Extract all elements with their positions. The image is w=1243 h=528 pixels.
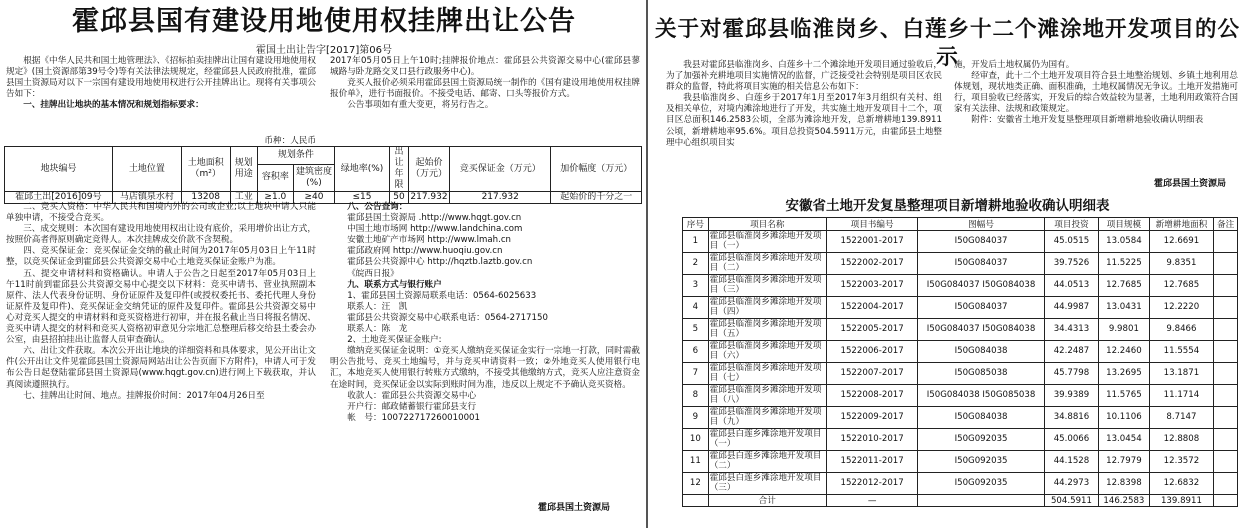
cell-usage: 工业 bbox=[230, 192, 257, 204]
notice-sections-right bbox=[330, 202, 640, 424]
bidding-form-note: 竞买人报价必须采用霍邱县国土资源局统一制作的《国有建设用地使用权挂牌报价单》，进行书面报价。不接受电话、邮寄、口头等报价方式。 bbox=[330, 78, 640, 100]
cell-scale: 9.9801 bbox=[1099, 319, 1149, 341]
cell-investment: 42.2487 bbox=[1044, 341, 1098, 363]
cell-scale: 12.2460 bbox=[1099, 341, 1149, 363]
notice-sections-left bbox=[6, 202, 316, 402]
th-seq: 序号 bbox=[683, 218, 709, 231]
cell-project-name: 霍邱县临淮岗乡滩涂地开发项目（九） bbox=[708, 407, 826, 429]
cell-new-farmland: 12.6832 bbox=[1149, 473, 1214, 495]
cell-investment: 44.9987 bbox=[1044, 297, 1098, 319]
th-map-no: 图幅号 bbox=[918, 218, 1044, 231]
cell-location: 马店镇泉水村 bbox=[112, 192, 181, 204]
cell-investment: 39.7526 bbox=[1044, 253, 1098, 275]
cell-new-farmland: 11.1714 bbox=[1149, 385, 1214, 407]
table-row bbox=[683, 319, 1238, 341]
cell-remark bbox=[1214, 253, 1238, 275]
cell-project-no: 1522003-2017 bbox=[826, 275, 917, 297]
th-project-no: 项目书编号 bbox=[826, 218, 917, 231]
cell-project-no: 1522006-2017 bbox=[826, 341, 917, 363]
cell-remark bbox=[1214, 231, 1238, 253]
publicity-p4: 经审查，此十二个土地开发项目符合县土地整治规划、乡镇土地利用总体规划，现状地类正确、面积准确，土地权属情况无争议。土地开发措施可行，项目验收已经落实，开发后的综合效益较为显著，土地利用政策符合国家有关法律、法规和政策规定。 bbox=[954, 71, 1238, 115]
cell-new-farmland: 12.6691 bbox=[1149, 231, 1214, 253]
section-7: 七、挂牌出让时间、地点。挂牌报价时间：2017年04月26日至 bbox=[23, 390, 265, 401]
cell-seq: 10 bbox=[683, 429, 709, 451]
section-9-heading: 九、联系方式与银行账户 bbox=[347, 279, 442, 290]
land-development-publicity bbox=[652, 0, 1243, 528]
total-scale: 146.2583 bbox=[1099, 495, 1149, 507]
th-increment: 加价幅度（万元） bbox=[551, 147, 642, 192]
cell-map-no: I50G084038 bbox=[918, 407, 1044, 429]
contact-2-person: 联系人：陈 龙 bbox=[347, 324, 408, 335]
section-1-heading: 一、挂牌出让地块的基本情况和规划指标要求： bbox=[23, 100, 204, 111]
cell-scale: 12.7685 bbox=[1099, 275, 1149, 297]
cell-remark bbox=[1214, 297, 1238, 319]
cell-project-no: 1522005-2017 bbox=[826, 319, 917, 341]
cell-seq: 4 bbox=[683, 297, 709, 319]
cell-remark bbox=[1214, 341, 1238, 363]
th-plot-ratio: 容积率 bbox=[257, 164, 293, 191]
cell-new-farmland: 9.8351 bbox=[1149, 253, 1214, 275]
detail-table-body bbox=[683, 231, 1238, 495]
cell-map-no: I50G092035 bbox=[918, 451, 1044, 473]
table-row bbox=[683, 473, 1238, 495]
cell-seq: 6 bbox=[683, 341, 709, 363]
th-location: 土地位置 bbox=[112, 147, 181, 192]
cell-project-no: 1522008-2017 bbox=[826, 385, 917, 407]
bank-title: 2、土地竞买保证金账户: bbox=[347, 335, 442, 346]
cell-map-no: I50G084037 I50G084038 bbox=[918, 319, 1044, 341]
cell-remark bbox=[1214, 407, 1238, 429]
publicity-p2: 我县临淮岗乡、白莲乡于2017年1月至2017年3月组织有关村、组及相关单位，对境内滩涂地进行了开发，共实施土地开发项目十二个，项目区总面积146.2583公顷，全部为滩涂地开发，总新增耕地139.8911公顷，新增耕地率95.6%。项目总投资504.5911万元，由霍邱县土地整理中心组织项目实 bbox=[666, 93, 942, 148]
th-remark: 备注 bbox=[1214, 218, 1238, 231]
cell-area: 13208 bbox=[181, 192, 230, 204]
cell-density: ≥40 bbox=[293, 192, 334, 204]
cell-remark bbox=[1214, 429, 1238, 451]
publicity-right-text bbox=[954, 60, 1238, 127]
section-3: 三、成交规则：本次国有建设用地使用权出让设有底价，采用增价出让方式，按照价高者得原则确定竞得人。本次挂牌成交价款不含契税。 bbox=[6, 224, 316, 246]
table-row bbox=[683, 451, 1238, 473]
cell-map-no: I50G084037 bbox=[918, 231, 1044, 253]
total-cell bbox=[918, 495, 1044, 507]
cell-remark bbox=[1214, 451, 1238, 473]
cell-new-farmland: 12.2220 bbox=[1149, 297, 1214, 319]
cell-remark bbox=[1214, 473, 1238, 495]
cell-term: 50 bbox=[389, 192, 408, 204]
total-cell: — bbox=[826, 495, 917, 507]
th-investment: 项目投资 bbox=[1044, 218, 1098, 231]
table-row bbox=[683, 407, 1238, 429]
cell-map-no: I50G092035 bbox=[918, 473, 1044, 495]
currency-note: 币种：人民币 bbox=[264, 136, 316, 146]
cell-project-name: 霍邱县白莲乡滩涂地开发项目（三） bbox=[708, 473, 826, 495]
notice-title: 霍邱县国有建设用地使用权挂牌出让公告 bbox=[72, 6, 576, 37]
cell-project-no: 1522009-2017 bbox=[826, 407, 917, 429]
cell-remark bbox=[1214, 275, 1238, 297]
cell-seq: 8 bbox=[683, 385, 709, 407]
table-row bbox=[683, 275, 1238, 297]
cell-remark bbox=[1214, 319, 1238, 341]
table-row bbox=[683, 363, 1238, 385]
cell-scale: 13.0431 bbox=[1099, 297, 1149, 319]
section-8-heading: 八、公告查询： bbox=[347, 202, 408, 212]
cell-new-farmland: 12.7685 bbox=[1149, 275, 1214, 297]
cell-plot-ratio: ≥1.0 bbox=[257, 192, 293, 204]
section-6: 六、出让文件获取。本次公开出让地块的详细资料和具体要求，见公开出让文件(公开出让文件见霍邱县国土资源局网站出让公告页面下方附件)，申请人可于发布公告日起登陆霍邱县国土资源局(www.hqgt.gov.cn)进行网上下载获取，并认真阅读遵照执行。 bbox=[6, 346, 316, 390]
notice-signature: 霍邱县国土资源局 bbox=[538, 503, 611, 513]
notice-right-top-block bbox=[330, 56, 640, 111]
cell-investment: 44.0513 bbox=[1044, 275, 1098, 297]
bank-name: 开户行：邮政储蓄银行霍邱县支行 bbox=[347, 401, 477, 412]
cell-investment: 34.8816 bbox=[1044, 407, 1098, 429]
cell-remark bbox=[1214, 363, 1238, 385]
cell-scale: 11.5765 bbox=[1099, 385, 1149, 407]
total-cell bbox=[1214, 495, 1238, 507]
deposit-note: 缴纳竞买保证金说明：①竞买人缴纳竞买保证金实行一宗地一打款，同时需截明公告批号、竞买土地编号，并与竞买申请资料一致；②外地竞买人使用银行电汇，本地竞买人使用银行转账方式缴纳，不接受其他缴纳方式，竞买人应注意资金在途时间，竞买保证金以实际到账时间为准，违反以上规定不予确认竞买资格。 bbox=[330, 346, 640, 390]
cell-map-no: I50G084038 I50G085038 bbox=[918, 385, 1044, 407]
th-start-price: 起始价（万元） bbox=[408, 147, 449, 192]
cell-map-no: I50G084037 bbox=[918, 297, 1044, 319]
notice-doc-number: 霍国土出让告字[2017]第06号 bbox=[256, 45, 392, 56]
cell-seq: 9 bbox=[683, 407, 709, 429]
notice-intro: 根据《中华人民共和国土地管理法》、《招标拍卖挂牌出让国有建设用地使用权规定》(国土资源部第39号令)等有关法律法规规定，经霍邱县人民政府批准，霍邱县国土资源局对以下一宗国有建设用地使用权进行公开挂牌出让。现将有关事项公告如下： bbox=[6, 56, 316, 100]
cell-seq: 2 bbox=[683, 253, 709, 275]
publicity-left-text bbox=[666, 60, 942, 149]
cell-project-name: 霍邱县临淮岗乡滩涂地开发项目（一） bbox=[708, 231, 826, 253]
table-row bbox=[683, 385, 1238, 407]
notice-intro-block bbox=[6, 56, 316, 111]
cell-project-name: 霍邱县白莲乡滩涂地开发项目（二） bbox=[708, 451, 826, 473]
th-density: 建筑密度(%) bbox=[293, 164, 334, 191]
cell-map-no: I50G092035 bbox=[918, 429, 1044, 451]
cell-project-name: 霍邱县白莲乡滩涂地开发项目（一） bbox=[708, 429, 826, 451]
th-green-rate: 绿地率(%) bbox=[334, 147, 389, 192]
cell-green-rate: ≤15 bbox=[334, 192, 389, 204]
cell-map-no: I50G085038 bbox=[918, 363, 1044, 385]
receiver: 收款人：霍邱县公共资源交易中心 bbox=[347, 390, 477, 401]
link-hqgt[interactable]: 霍邱县国土资源局 .http://www.hqgt.gov.cn bbox=[347, 213, 522, 224]
contact-1: 1、霍邱县国土资源局联系电话：0564-6025633 bbox=[347, 290, 537, 301]
cell-new-farmland: 9.8466 bbox=[1149, 319, 1214, 341]
cell-investment: 39.9389 bbox=[1044, 385, 1098, 407]
cell-investment: 45.0066 bbox=[1044, 429, 1098, 451]
cell-scale: 10.1106 bbox=[1099, 407, 1149, 429]
link-landchina[interactable]: 中国土地市场网 http://www.landchina.com bbox=[347, 224, 523, 235]
total-row bbox=[683, 495, 1238, 507]
th-scale: 项目规模 bbox=[1099, 218, 1149, 231]
publicity-attachment: 附件：安徽省土地开发复垦整理项目新增耕地验收确认明细表 bbox=[971, 115, 1204, 126]
cell-deposit: 217.932 bbox=[449, 192, 550, 204]
cell-new-farmland: 8.7147 bbox=[1149, 407, 1214, 429]
cell-project-no: 1522012-2017 bbox=[826, 473, 917, 495]
link-lmah[interactable]: 安徽土地矿产市场网 http://www.lmah.cn bbox=[347, 235, 511, 246]
total-investment: 504.5911 bbox=[1044, 495, 1098, 507]
total-new-farmland: 139.8911 bbox=[1149, 495, 1214, 507]
cell-remark bbox=[1214, 385, 1238, 407]
cell-scale: 13.2695 bbox=[1099, 363, 1149, 385]
cell-scale: 12.8398 bbox=[1099, 473, 1149, 495]
table-row bbox=[683, 429, 1238, 451]
cell-project-name: 霍邱县临淮岗乡滩涂地开发项目（八） bbox=[708, 385, 826, 407]
publicity-signature: 霍邱县国土资源局 bbox=[1154, 179, 1227, 189]
cell-seq: 3 bbox=[683, 275, 709, 297]
cell-seq: 12 bbox=[683, 473, 709, 495]
link-huoqiu[interactable]: 霍邱政府网 http://www.huoqiu.gov.cn bbox=[347, 246, 503, 257]
cell-scale: 11.5225 bbox=[1099, 253, 1149, 275]
newspaper-name: 《皖西日报》 bbox=[347, 268, 399, 279]
cell-scale: 13.0584 bbox=[1099, 231, 1149, 253]
th-term: 出让年限 bbox=[389, 147, 408, 192]
cell-investment: 44.1528 bbox=[1044, 451, 1098, 473]
cell-scale: 13.0454 bbox=[1099, 429, 1149, 451]
cell-investment: 45.7798 bbox=[1044, 363, 1098, 385]
th-deposit: 竞买保证金（万元） bbox=[449, 147, 550, 192]
th-project-name: 项目名称 bbox=[708, 218, 826, 231]
th-new-farmland: 新增耕地面积 bbox=[1149, 218, 1214, 231]
cell-project-no: 1522007-2017 bbox=[826, 363, 917, 385]
change-note: 公告事项如有重大变更，将另行告之。 bbox=[347, 100, 494, 111]
th-area: 土地面积（m²） bbox=[181, 147, 230, 192]
cell-new-farmland: 13.1871 bbox=[1149, 363, 1214, 385]
cell-project-no: 1522002-2017 bbox=[826, 253, 917, 275]
cell-project-name: 霍邱县临淮岗乡滩涂地开发项目（七） bbox=[708, 363, 826, 385]
cell-parcel-no: 霍邱土出[2016]09号 bbox=[5, 192, 113, 204]
cell-project-name: 霍邱县临淮岗乡滩涂地开发项目（三） bbox=[708, 275, 826, 297]
cell-project-name: 霍邱县临淮岗乡滩涂地开发项目（二） bbox=[708, 253, 826, 275]
section-2: 二、竞买人资格：中华人民共和国境内外的公司或企业;以上地块申请人只能单独申请，不接受合竞买。 bbox=[6, 202, 316, 224]
cell-project-name: 霍邱县临淮岗乡滩涂地开发项目（六） bbox=[708, 341, 826, 363]
cell-map-no: I50G084037 I50G084038 bbox=[918, 275, 1044, 297]
cell-seq: 11 bbox=[683, 451, 709, 473]
cell-project-name: 霍邱县临淮岗乡滩涂地开发项目（四） bbox=[708, 297, 826, 319]
th-usage: 规划用途 bbox=[230, 147, 257, 192]
cell-project-no: 1522001-2017 bbox=[826, 231, 917, 253]
section-5: 五、提交申请材料和资格确认。申请人于公告之日起至2017年05月03日上午11时前到霍邱县公共资源交易中心提交以下材料：竞买申请书、营业执照副本原件、法人代表身份证明、身份证原件及复印件(或授权委托书、委托代理人身份证原件及复印件)、竞买保证金交纳凭证的原件及复印件。霍邱县公共资源交易中心对竞买人提交的申请材料和竞买资格进行初审，并在报名截止当日将报名情况、竞买申请人提交的材料和竞买人资格初审意见分宗地汇总整理后移交给县土委会办公室，由县招拍挂出让监督人员审查确认。 bbox=[6, 268, 316, 346]
cell-project-no: 1522004-2017 bbox=[826, 297, 917, 319]
cell-seq: 5 bbox=[683, 319, 709, 341]
cell-map-no: I50G084037 bbox=[918, 253, 1044, 275]
table-row bbox=[683, 341, 1238, 363]
detail-table-title: 安徽省土地开发复垦整理项目新增耕地验收确认明细表 bbox=[785, 198, 1110, 214]
cell-investment: 45.0515 bbox=[1044, 231, 1098, 253]
cell-new-farmland: 11.5554 bbox=[1149, 341, 1214, 363]
auction-time-continued: 2017年05月05日上午10时;挂牌报价地点：霍邱县公共资源交易中心(霍邱县蓼城路与卧龙路交叉口县行政服务中心)。 bbox=[330, 56, 640, 78]
cell-new-farmland: 12.8808 bbox=[1149, 429, 1214, 451]
account-number: 帐 号：100722717260010001 bbox=[347, 412, 480, 423]
total-cell bbox=[683, 495, 709, 507]
land-parcel-table bbox=[4, 146, 642, 204]
publicity-p3: 施，开发后土地权属仍为国有。 bbox=[954, 60, 1075, 70]
cell-scale: 12.7979 bbox=[1099, 451, 1149, 473]
contact-2: 霍邱县公共资源交易中心联系电话：0564-2717150 bbox=[347, 312, 548, 323]
cell-new-farmland: 12.3572 bbox=[1149, 451, 1214, 473]
cell-seq: 7 bbox=[683, 363, 709, 385]
publicity-title: 关于对霍邱县临淮岗乡、白莲乡十二个滩涂地开发项目的公示 bbox=[654, 17, 1240, 70]
cell-investment: 44.2973 bbox=[1044, 473, 1098, 495]
table-row bbox=[683, 231, 1238, 253]
cell-investment: 34.4313 bbox=[1044, 319, 1098, 341]
table-row bbox=[683, 297, 1238, 319]
cell-start-price: 217.932 bbox=[410, 192, 448, 202]
farmland-detail-table bbox=[682, 217, 1238, 507]
th-parcel-no: 地块编号 bbox=[5, 147, 113, 192]
cell-seq: 1 bbox=[683, 231, 709, 253]
cell-project-name: 霍邱县临淮岗乡滩涂地开发项目（五） bbox=[708, 319, 826, 341]
cell-map-no: I50G084038 bbox=[918, 341, 1044, 363]
table-row bbox=[683, 253, 1238, 275]
cell-project-no: 1522010-2017 bbox=[826, 429, 917, 451]
cell-project-no: 1522011-2017 bbox=[826, 451, 917, 473]
publicity-p1: 我县对霍邱县临淮岗乡、白莲乡十二个滩涂地开发项目通过验收后，为了加强补充耕地项目实施情况的监督，广泛接受社会特别是项目区农民群众的监督，特此将项目实施的相关信息公布如下： bbox=[666, 60, 942, 93]
contact-1-person: 联系人：汪 凯 bbox=[347, 301, 408, 312]
th-planning-conditions: 规划条件 bbox=[257, 147, 334, 165]
cell-increment: 起始价的千分之一 bbox=[551, 192, 642, 204]
link-hqztb[interactable]: 霍邱县公共资源中心 http://hqztb.laztb.gov.cn bbox=[347, 257, 533, 268]
total-label: 合计 bbox=[708, 495, 826, 507]
section-4: 四、竞买保证金：竞买保证金交纳的截止时间为2017年05月03日上午11时整，以竞买保证金到霍邱县公共资源交易中心土地竞买保证金账户为准。 bbox=[6, 246, 316, 268]
